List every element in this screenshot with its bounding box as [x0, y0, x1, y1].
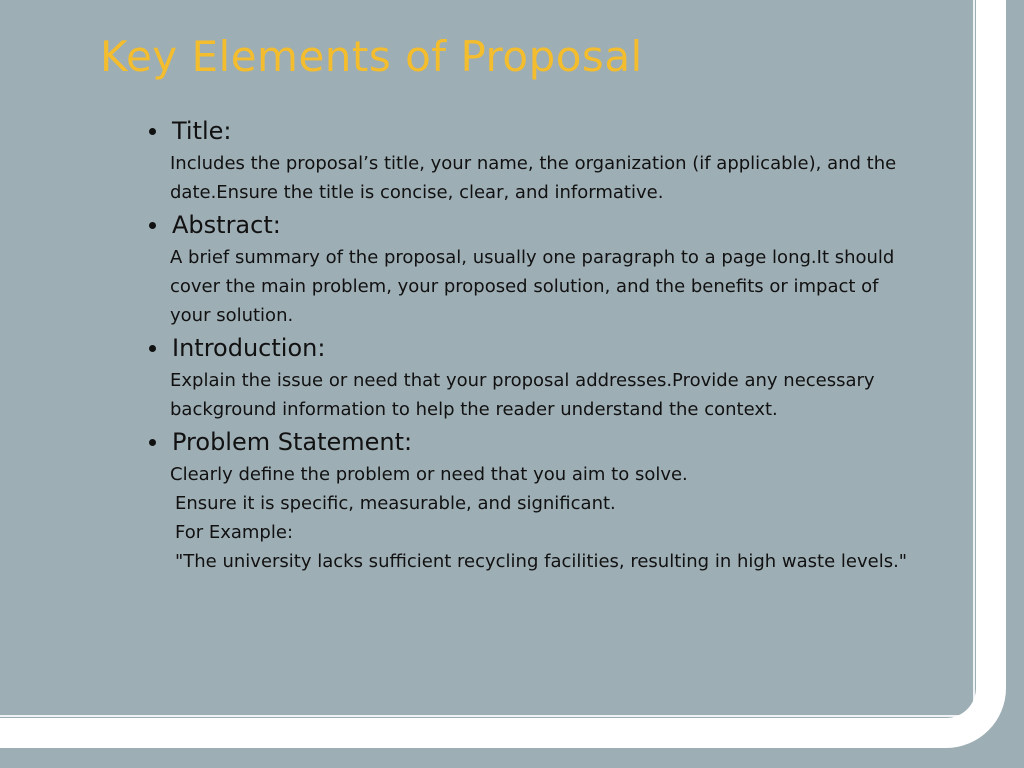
- bullet-list: [145, 113, 955, 576]
- list-item-problem-statement: [145, 424, 955, 576]
- description-line: background information to help the reader understand the context.: [170, 399, 778, 420]
- bullet-icon: [149, 439, 156, 446]
- example-quote: "The university lacks sufficient recycling facilities, resulting in high waste levels.": [175, 551, 908, 572]
- slide-title: Key Elements of Proposal: [100, 32, 643, 81]
- item-heading: Title:: [172, 117, 232, 145]
- description-line: Explain the issue or need that your proposal addresses.Provide any necessary: [170, 370, 875, 391]
- item-description: [170, 149, 955, 207]
- bullet-icon: [149, 222, 156, 229]
- description-line: For Example:: [175, 522, 294, 543]
- list-item-introduction: [145, 330, 955, 424]
- item-description: [170, 366, 955, 424]
- description-line: Ensure it is specific, measurable, and significant.: [175, 493, 616, 514]
- list-item-abstract: [145, 207, 955, 330]
- item-heading: Introduction:: [172, 334, 326, 362]
- bullet-icon: [149, 345, 156, 352]
- description-line: date.Ensure the title is concise, clear, and informative.: [170, 182, 664, 203]
- description-line: your solution.: [170, 305, 294, 326]
- description-line: A brief summary of the proposal, usually one paragraph to a page long.It should: [170, 247, 895, 268]
- description-line: Includes the proposal’s title, your name, the organization (if applicable), and the: [170, 153, 897, 174]
- description-line: Clearly define the problem or need that you aim to solve.: [170, 464, 688, 485]
- item-description: [170, 460, 955, 576]
- list-item-title: [145, 113, 955, 207]
- item-heading: Problem Statement:: [172, 428, 413, 456]
- item-description: [170, 243, 955, 330]
- bullet-icon: [149, 128, 156, 135]
- item-heading: Abstract:: [172, 211, 281, 239]
- description-line: cover the main problem, your proposed solution, and the benefits or impact of: [170, 276, 879, 297]
